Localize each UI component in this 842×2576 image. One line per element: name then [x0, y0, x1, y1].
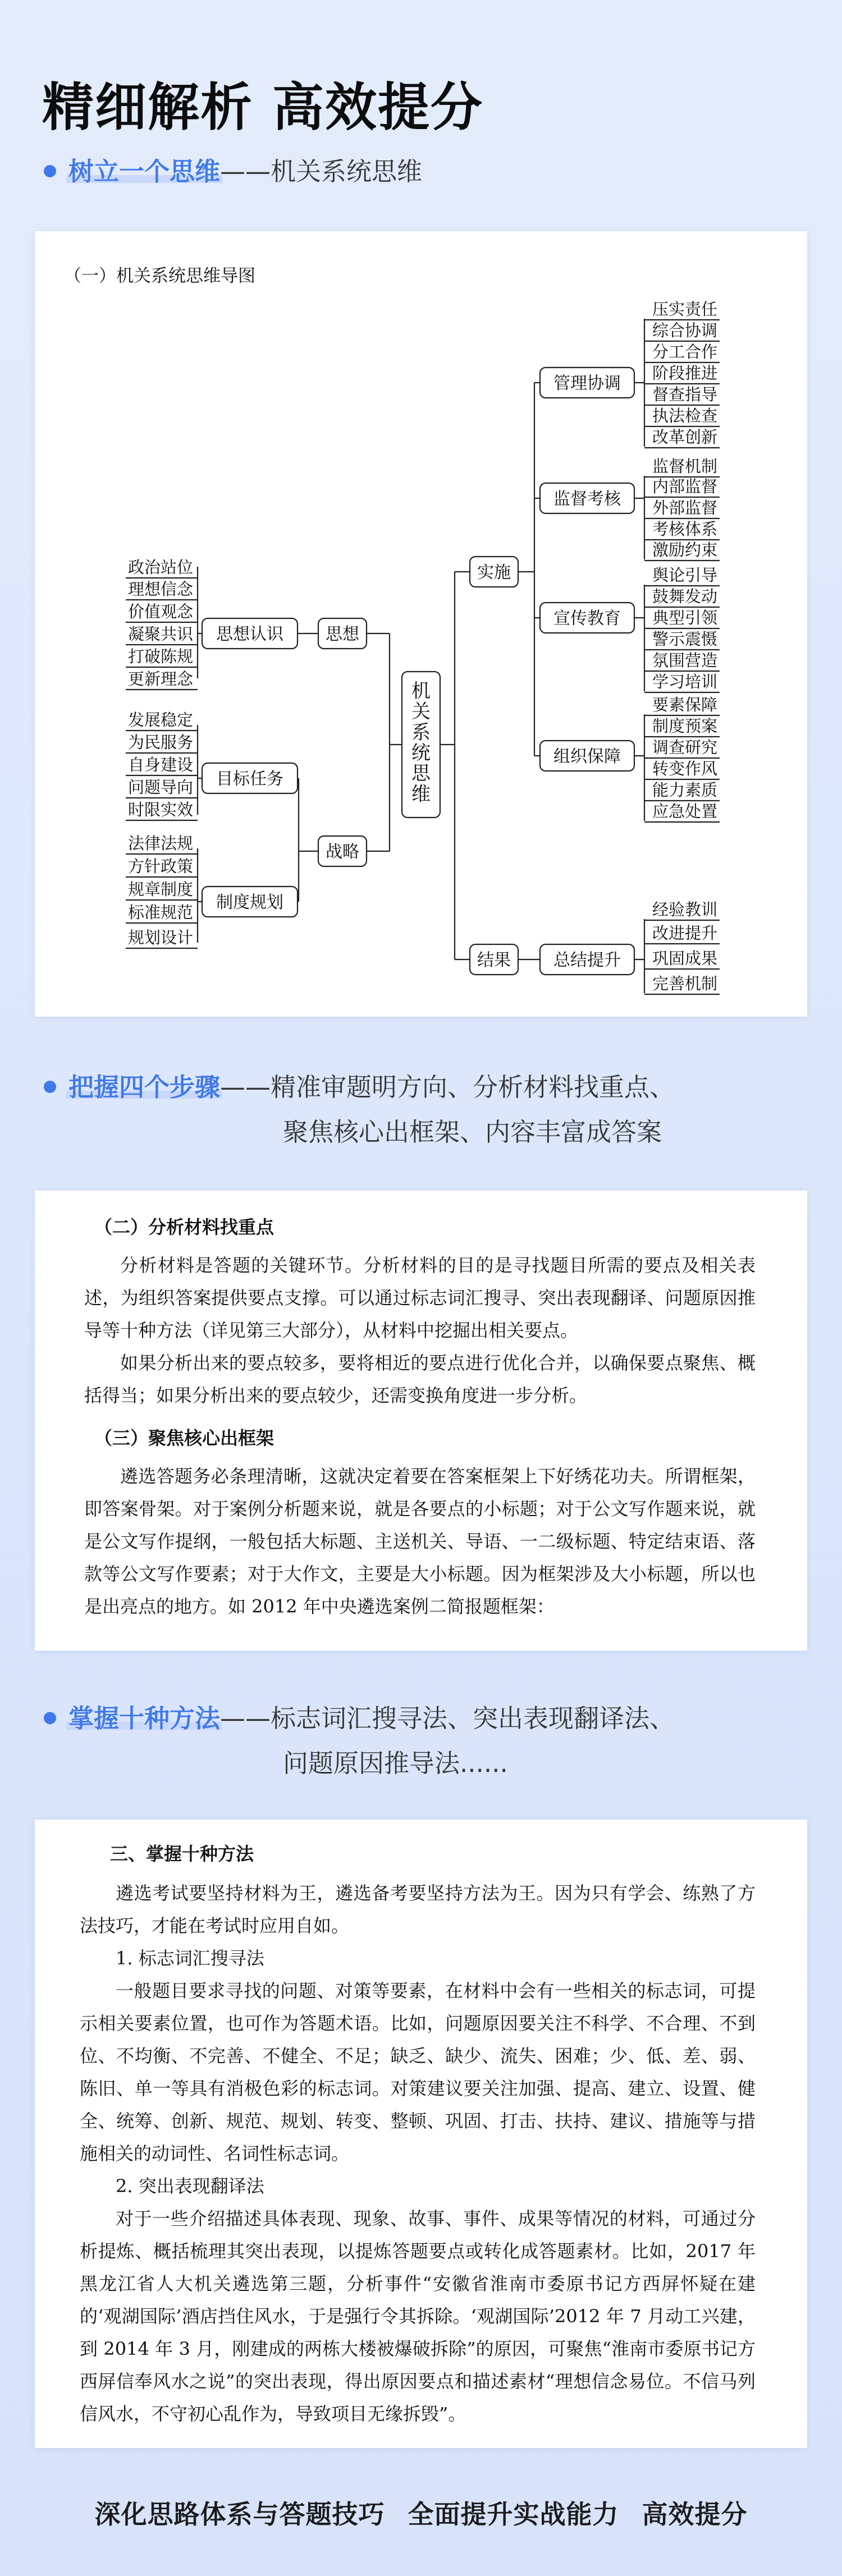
bullet-dot-icon — [44, 1081, 56, 1093]
footer-slogan — [0, 2494, 842, 2531]
card3-paragraph-2: 一般题目要求寻找的问题、对策等要素，在材料中会有一些相关的标志词，可提示相关要素位置，也可作为答题术语。比如，问题原因要关注不科学、不合理、不到位、不均衡、不完善、不健全、不足；缺乏、缺少、流失、困难；少、低、差、弱、陈旧、单一等具有消极色彩的标志词。对策建议要关注加强、提高、建立、设置、健全、统筹、创新、规范、规划、转变、整顿、巩固、打击、扶持、建议、措施等与措施相关的动词性、名词性标志词。 — [80, 1980, 756, 2164]
leaf-item: 执法检查 — [652, 407, 718, 425]
section-heading-1 — [44, 149, 422, 194]
leaf-item: 鼓舞发动 — [652, 588, 718, 606]
leaf-item: 为民服务 — [127, 734, 193, 752]
root-char: 系 — [411, 722, 431, 743]
leaf-item: 督查指导 — [652, 386, 718, 404]
bullet-dot-icon — [44, 165, 56, 177]
leaf-item: 更新理念 — [127, 671, 193, 688]
leaf-item: 警示震慑 — [652, 631, 718, 649]
section-2-subtitle-line2: 聚焦核心出框架、内容丰富成答案 — [283, 1117, 662, 1147]
mindmap-diagram — [35, 231, 807, 1017]
node-strategy: 战略 — [326, 842, 359, 861]
leaf-item: 完善机制 — [652, 975, 718, 993]
leaf-item: 自身建设 — [127, 756, 193, 774]
leaf-item: 标准规范 — [127, 904, 193, 922]
leaf-item: 法律法规 — [127, 835, 193, 853]
method-2-title: 2. 突出表现翻译法 — [116, 2175, 264, 2197]
card3-paragraph-3: 对于一些介绍描述具体表现、现象、故事、事件、成果等情况的材料，可通过分析提炼、概括梳理其突出表现，以提炼答题要点或转化成答题素材。比如，2017 年黑龙江省人大机关遴选第三题，分析事件“安徽省淮南市委原书记方西屏怀疑在建的‘观湖国际’酒店挡住风水，于是强行令其拆除。‘观湖国际’2012 年 7 月动工兴建，到 2014 年 3 月，刚建成的两栋大楼被爆破拆除”的原因，可聚焦“淮南市委原书记方西屏信奉风水之说”的突出表现，得出原因要点和描述素材“理想信念易位。不信马列信风水，不守初心乱作为，导致项目无缘拆毁”。 — [80, 2208, 756, 2425]
leaf-item: 激励约束 — [652, 541, 718, 559]
leaf-item: 时限实效 — [127, 801, 193, 819]
leaf-item: 监督机制 — [652, 458, 718, 476]
root-char: 统 — [411, 743, 431, 764]
node-implement: 实施 — [477, 563, 511, 582]
page-title: 精细解析 高效提分 — [42, 77, 484, 137]
leaf-item: 巩固成果 — [652, 950, 718, 968]
leaf-item: 理想信念 — [127, 581, 193, 599]
card3-title: 三、掌握十种方法 — [110, 1843, 254, 1865]
leaf-item: 价值观念 — [127, 603, 193, 621]
card3-paragraph-1: 遴选考试要坚持材料为王，遴选备考要坚持方法为王。因为只有学会、练熟了方法技巧，才能在考试时应用自如。 — [80, 1882, 756, 1936]
leaf-item: 舆论引导 — [652, 567, 718, 585]
mindmap-caption: （一）机关系统思维导图 — [64, 266, 255, 286]
bullet-dot-icon — [44, 1712, 56, 1724]
section-heading-2 — [44, 1065, 675, 1155]
root-char: 关 — [411, 701, 431, 723]
card2-heading-1: （二）分析材料找重点 — [94, 1216, 274, 1238]
node-thought-sub: 思想认识 — [216, 625, 283, 644]
node-implement-branch: 管理协调 — [553, 374, 621, 393]
leaf-item: 典型引领 — [652, 609, 718, 627]
leaf-item: 方针政策 — [127, 858, 193, 876]
leaf-item: 压实责任 — [652, 301, 718, 319]
leaf-item: 学习培训 — [652, 673, 718, 691]
leaf-item: 政治站位 — [127, 559, 193, 577]
leaf-item: 发展稳定 — [127, 711, 193, 729]
section-3-subtitle-line1: ——标志词汇搜寻法、突出表现翻译法、 — [220, 1703, 675, 1733]
node-thought: 思想 — [326, 625, 359, 644]
leaf-item: 改革创新 — [652, 429, 718, 447]
node-implement-branch: 监督考核 — [553, 489, 621, 508]
leaf-item: 制度预案 — [652, 718, 718, 736]
section-2-highlight: 把握四个步骤 — [68, 1072, 221, 1102]
card2-heading-2: （三）聚焦核心出框架 — [94, 1427, 274, 1449]
leaf-item: 分工合作 — [652, 343, 718, 361]
footer-part-1: 深化思路体系与答题技巧 — [94, 2499, 385, 2529]
root-char: 维 — [411, 784, 431, 805]
node-result: 结果 — [477, 950, 511, 970]
section-1-highlight: 树立一个思维 — [68, 157, 221, 186]
section-3-highlight: 掌握十种方法 — [68, 1703, 221, 1733]
node-strategy-branch: 制度规划 — [216, 893, 283, 912]
leaf-item: 打破陈规 — [127, 648, 193, 666]
method-1-title: 1. 标志词汇搜寻法 — [116, 1948, 264, 1969]
leaf-item: 凝聚共识 — [127, 626, 193, 644]
node-implement-branch: 宣传教育 — [553, 609, 621, 628]
footer-part-2: 全面提升实战能力 — [408, 2499, 619, 2529]
card2-paragraph-2: 如果分析出来的要点较多，要将相近的要点进行优化合并，以确保要点聚焦、概括得当；如果分析出来的要点较少，还需变换角度进一步分析。 — [84, 1352, 756, 1406]
steps-card — [35, 1191, 807, 1651]
leaf-item: 要素保障 — [652, 696, 718, 714]
section-3-subtitle-line2: 问题原因推导法...... — [283, 1748, 508, 1778]
leaf-item: 氛围营造 — [652, 652, 718, 670]
section-2-subtitle-line1: ——精准审题明方向、分析材料找重点、 — [220, 1072, 675, 1102]
leaf-item: 问题导向 — [127, 779, 193, 797]
mindmap-card — [35, 231, 807, 1017]
leaf-item: 考核体系 — [652, 521, 718, 539]
root-char: 机 — [411, 681, 431, 702]
leaf-item: 经验教训 — [652, 901, 718, 919]
leaf-item: 阶段推进 — [652, 365, 718, 383]
leaf-item: 改进提升 — [652, 925, 718, 943]
leaf-item: 调查研究 — [652, 739, 718, 757]
leaf-item: 能力素质 — [652, 782, 718, 800]
leaf-item: 应急处置 — [652, 803, 718, 821]
card2-paragraph-1: 分析材料是答题的关键环节。分析材料的目的是寻找题目所需的要点及相关表述，为组织答案提供要点支撑。可以通过标志词汇搜寻、突出表现翻译、问题原因推导等十种方法（详见第三大部分），从材料中挖掘出相关要点。 — [84, 1255, 756, 1341]
leaf-item: 综合协调 — [652, 322, 718, 340]
card2-paragraph-3: 遴选答题务必条理清晰，这就决定着要在答案框架上下好绣花功夫。所谓框架，即答案骨架。对于案例分析题来说，就是各要点的小标题；对于公文写作题来说，就是公文写作提纲，一般包括大标题、主送机关、导语、一二级标题、特定结束语、落款等公文写作要素；对于大作文，主要是大小标题。因为框架涉及大小标题，所以也是出亮点的地方。如 2012 年中央遴选案例二简报题框架： — [84, 1466, 756, 1617]
leaf-item: 外部监督 — [652, 499, 718, 517]
root-char: 思 — [411, 763, 431, 784]
node-result-branch: 总结提升 — [553, 950, 621, 970]
methods-card — [35, 1820, 807, 2448]
leaf-item: 内部监督 — [652, 478, 718, 496]
node-strategy-branch: 目标任务 — [216, 769, 283, 788]
section-1-subtitle: ——机关系统思维 — [220, 157, 423, 186]
node-implement-branch: 组织保障 — [553, 747, 621, 766]
footer-part-3: 高效提分 — [642, 2499, 748, 2529]
leaf-item: 规章制度 — [127, 881, 193, 899]
leaf-item: 转变作风 — [652, 760, 718, 778]
section-heading-3 — [44, 1696, 675, 1786]
leaf-item: 规划设计 — [127, 929, 193, 947]
